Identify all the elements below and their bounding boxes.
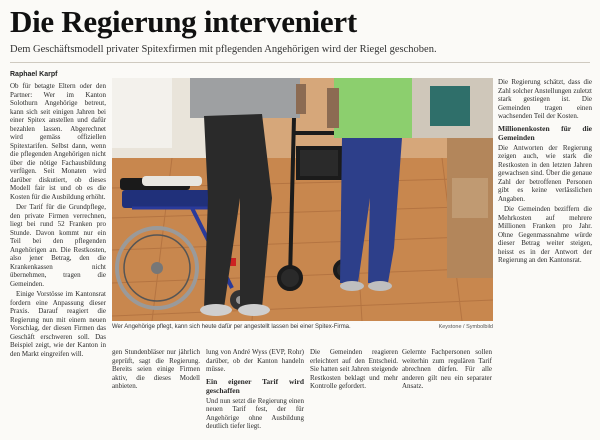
article-column-6	[498, 78, 592, 436]
article-column-1	[10, 82, 106, 434]
article-column-4	[310, 348, 398, 436]
article-column-3	[206, 348, 304, 436]
article-column-5	[402, 348, 492, 436]
paragraph: Und nun setzt die Regierung einen neuen Tarif fest, der für Angehörige ohne Ausbildung deutlich tiefer liegt.	[206, 396, 304, 430]
headline: Die Regierung interveniert	[10, 4, 357, 39]
paragraph: gen Stundenbläser nur jährlich geprüft, sagt die Regierung. Bereits seien einige Firmen aktiv, die dieses Modell anbieten.	[112, 348, 200, 390]
paragraph: Die Regierung schätzt, dass die Zahl solcher Anstellungen zuletzt stark gestiegen ist. Die Gemeinden tragen einen wachsenden Teil der Kosten.	[498, 78, 592, 120]
header-divider	[10, 62, 590, 63]
paragraph: Einige Vorstösse im Kantonsrat fordern eine Anpassung dieser Praxis. Darauf reagiert die Regierung nun mit einem neuen Vorschlag, der diesen Firmen das Geschäft erschweren soll. Das Beispiel zeigt, wie der Kanton in den Markt eingreifen will.	[10, 290, 106, 358]
paragraph: Ob für betagte Eltern oder den Partner: Wer im Kanton Solothurn Angehörige betreut, kann sich seit einigen Jahren bei einer Spitex anstellen und dafür bezahlen lassen. Abgerechnet wird gemäss offiziellen Spitextarifen. Selbst dann, wenn die pflegenden Angehörigen nicht über die nötige Fachausbildung verfügen. Seit Monaten wird darüber diskutiert, ob dieses Modell fair ist und ob es die Kosten für die Ausbildung erhöht.	[10, 82, 106, 201]
paragraph: Gelernte Fachpersonen sollen weiterhin zum regulären Tarif abrechnen dürfen. Für alle anderen gilt neu ein separater Ansatz.	[402, 348, 492, 390]
paragraph: Der Tarif für die Grundpflege, den private Firmen verrechnen, liegt bei rund 52 Franken pro Stunde. Davon kommt nur ein Teil bei den pflegenden Angehörigen an. Die Restkosten, also jener Betrag, den die Krankenkassen nicht übernehmen, tragen die Gemeinden.	[10, 203, 106, 288]
subhead: Dem Geschäftsmodell privater Spitexfirmen mit pflegenden Angehörigen wird der Riegel geschoben.	[10, 44, 437, 55]
article-photo	[112, 78, 493, 321]
paragraph: Die Antworten der Regierung zeigen auch, wie stark die Restkosten in den letzten Jahren gewachsen sind. Über die genaue Zahl der betroffenen Personen gibt es keine verlässlichen Angaben.	[498, 143, 592, 203]
photo-caption	[112, 324, 493, 330]
article-column-2	[112, 348, 200, 436]
byline: Raphael Karpf	[10, 71, 58, 78]
section-subheading: Ein eigener Tarif wird geschaffen	[206, 376, 304, 395]
caption-text: Wer Angehörige pflegt, kann sich heute dafür per angestellt lassen bei einer Spitex-Firma.	[112, 324, 351, 330]
paragraph: Die Gemeinden reagieren erleichtert auf den Entscheid. Sie hatten seit Jahren steigende Restkosten beklagt und mehr Kontrolle gefordert.	[310, 348, 398, 390]
section-subheading: Millionenkosten für die Gemeinden	[498, 123, 592, 142]
paragraph: Die Gemeinden beziffern die Mehrkosten auf mehrere Millionen Franken pro Jahr. Ohne Gegenmassnahme würde dieser Betrag weiter steigen, heisst es in der Antwort der Regierung an den Kantonsrat.	[498, 205, 592, 264]
photo-credit: Keystone / Symbolbild	[438, 324, 493, 330]
paragraph: lung von André Wyss (EVP, Rohr) darüber, ob der Kanton handeln müsse.	[206, 348, 304, 373]
